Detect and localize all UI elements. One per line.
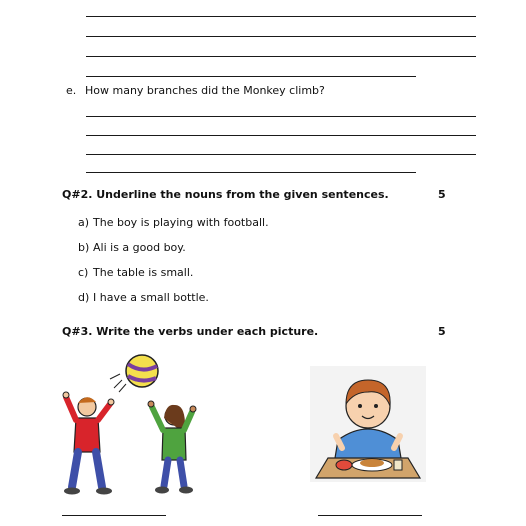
- q2-item-label: b): [78, 241, 90, 254]
- q2-item-label: a): [78, 216, 90, 229]
- q3-title: Q#3. Write the verbs under each picture.: [62, 325, 319, 338]
- answer-line: [86, 135, 476, 136]
- q2-item-text: I have a small bottle.: [93, 291, 209, 304]
- question-e-label: e.: [66, 84, 77, 97]
- q2-title: Q#2. Underline the nouns from the given sentences.: [62, 188, 389, 201]
- q2-item-text: Ali is a good boy.: [93, 241, 186, 254]
- answer-line: [86, 36, 476, 37]
- boy-eating-picture: [310, 366, 426, 482]
- verb-answer-line: [62, 515, 166, 516]
- answer-line: [86, 116, 476, 117]
- girl-figure: [148, 401, 196, 494]
- q2-item-text: The table is small.: [93, 266, 194, 279]
- q2-item-label: c): [78, 266, 89, 279]
- answer-line: [86, 76, 416, 77]
- boy-figure: [63, 392, 114, 495]
- answer-line: [86, 56, 476, 57]
- question-e-text: How many branches did the Monkey climb?: [85, 84, 325, 97]
- ball-icon: [110, 355, 158, 392]
- q2-marks: 5: [438, 188, 446, 201]
- q2-item-label: d): [78, 291, 90, 304]
- kids-playing-ball-picture: [62, 352, 202, 502]
- answer-line: [86, 172, 416, 173]
- q3-marks: 5: [438, 325, 446, 338]
- answer-line: [86, 154, 476, 155]
- answer-line: [86, 16, 476, 17]
- q2-item-text: The boy is playing with football.: [93, 216, 269, 229]
- verb-answer-line: [318, 515, 422, 516]
